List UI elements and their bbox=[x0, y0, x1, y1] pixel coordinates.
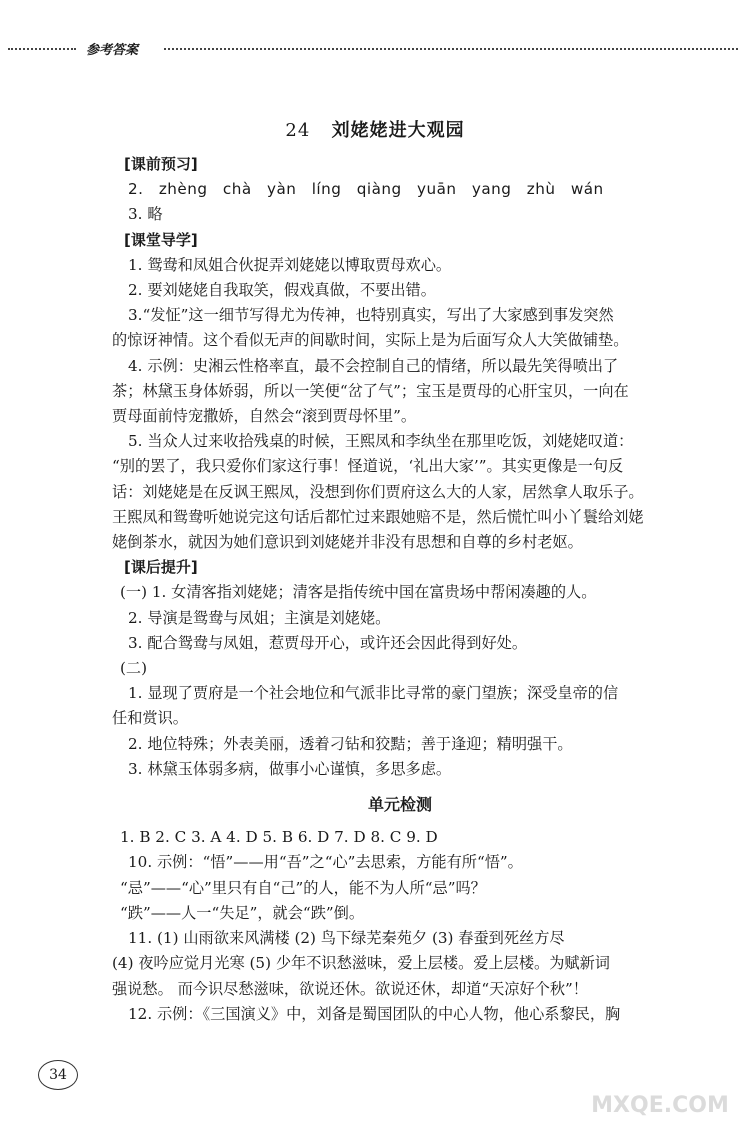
lesson-name: 刘姥姥进大观园 bbox=[331, 120, 465, 141]
unit-test-title: 单元检测 bbox=[367, 795, 432, 815]
answer-line: 4. 示例：史湘云性格率直，最不会控制自己的情绪，所以最先笑得喷出了 bbox=[128, 356, 619, 375]
answer-line: (4) 夜吟应觉月光寒 (5) 少年不识愁滋味，爱上层楼。爱上层楼。为赋新词 bbox=[112, 954, 610, 973]
header-dotted-rule-left bbox=[8, 48, 76, 50]
answer-content bbox=[112, 152, 680, 1027]
answer-line: 贾母面前恃宠撒娇，自然会“滚到贾母怀里”。 bbox=[112, 407, 417, 426]
header-dotted-rule-right bbox=[164, 48, 738, 50]
answer-line: 强说愁。 而今识尽愁滋味，欲说还休。欲说还休，却道“天凉好个秋”！ bbox=[112, 979, 588, 998]
answer-line: 王熙凤和鸳鸯听她说完这句话后都忙过来跟她赔不是，然后慌忙叫小丫鬟给刘姥 bbox=[112, 507, 644, 526]
section-heading-pre: [课前预习] bbox=[124, 155, 198, 173]
answer-line: 2. zhèng chà yàn líng qiàng yuān yang zhù wán bbox=[128, 180, 604, 199]
answer-line: 12. 示例：《三国演义》中，刘备是蜀国团队的中心人物，他心系黎民，胸 bbox=[128, 1004, 621, 1023]
answer-line: (二) bbox=[120, 659, 148, 678]
page-number: 34 bbox=[38, 1060, 78, 1090]
page-header bbox=[0, 38, 750, 60]
answer-line: 姥倒茶水，就因为她们意识到刘姥姥并非没有思想和自尊的乡村老妪。 bbox=[112, 533, 583, 552]
answer-line: 1. B 2. C 3. A 4. D 5. B 6. D 7. D 8. C 9. D bbox=[120, 828, 438, 847]
answer-line: 2. 地位特殊；外表美丽，透着刁钻和狡黠；善于逢迎；精明强干。 bbox=[128, 734, 573, 753]
answer-line: 2. 要刘姥姥自我取笑，假戏真做，不要出错。 bbox=[128, 281, 436, 300]
lesson-number: 24 bbox=[285, 120, 311, 141]
answer-line: 10. 示例：“悟”——用“吾”之“心”去思索，方能有所“悟”。 bbox=[128, 853, 523, 872]
answer-line: 3. 配合鸳鸯与凤姐，惹贾母开心，或许还会因此得到好处。 bbox=[128, 633, 528, 652]
section-heading-class: [课堂导学] bbox=[124, 230, 198, 249]
watermark-text: MXQE.COM bbox=[591, 1093, 729, 1118]
answer-line: “忌”——“心”里只有自“己”的人，能不为人所“忌”吗？ bbox=[120, 878, 486, 897]
answer-line: “跌”——人一“失足”，就会“跌”倒。 bbox=[120, 903, 365, 922]
answer-line: 3.“发怔”这一细节写得尤为传神，也特别真实，写出了大家感到事发突然 bbox=[128, 306, 614, 325]
answer-line: 5. 当众人过来收拾残桌的时候，王熙凤和李纨坐在那里吃饭，刘姥姥叹道： bbox=[128, 432, 634, 451]
header-label: 参考答案 bbox=[86, 43, 139, 58]
section-heading-post: [课后提升] bbox=[124, 558, 198, 577]
answer-line: 任和赏识。 bbox=[112, 709, 188, 728]
answer-line: 11. (1) 山雨欲来风满楼 (2) 鸟下绿芜秦苑夕 (3) 春蚕到死丝方尽 bbox=[128, 929, 565, 948]
answer-line: 3. 林黛玉体弱多病，做事小心谨慎，多思多虑。 bbox=[128, 759, 452, 778]
answer-line: 茶；林黛玉身体娇弱，所以一笑便“岔了气”；宝玉是贾母的心肝宝贝，一向在 bbox=[112, 381, 629, 400]
answer-line: (一) 1. 女清客指刘姥姥；清客是指传统中国在富贵场中帮闲凑趣的人。 bbox=[120, 583, 597, 602]
answer-line: 的惊讶神情。这个看似无声的间歇时间，实际上是为后面写众人大笑做铺垫。 bbox=[112, 331, 629, 350]
answer-line: 2. 导演是鸳鸯与凤姐；主演是刘姥姥。 bbox=[128, 608, 391, 627]
answer-line: 话：刘姥姥是在反讽王熙凤，没想到你们贾府这么大的人家，居然拿人取乐子。 bbox=[112, 482, 644, 501]
lesson-title bbox=[0, 116, 750, 142]
answer-line: “别的罢了，我只爱你们家这行事！怪道说，‘礼出大家’”。其实更像是一句反 bbox=[112, 457, 624, 476]
watermark-logo bbox=[580, 1074, 740, 1120]
answer-line: 1. 显现了贾府是一个社会地位和气派非比寻常的豪门望族；深受皇帝的信 bbox=[128, 684, 619, 703]
answer-line: 3. 略 bbox=[128, 205, 163, 224]
answer-line: 1. 鸳鸯和凤姐合伙捉弄刘姥姥以博取贾母欢心。 bbox=[128, 255, 452, 274]
